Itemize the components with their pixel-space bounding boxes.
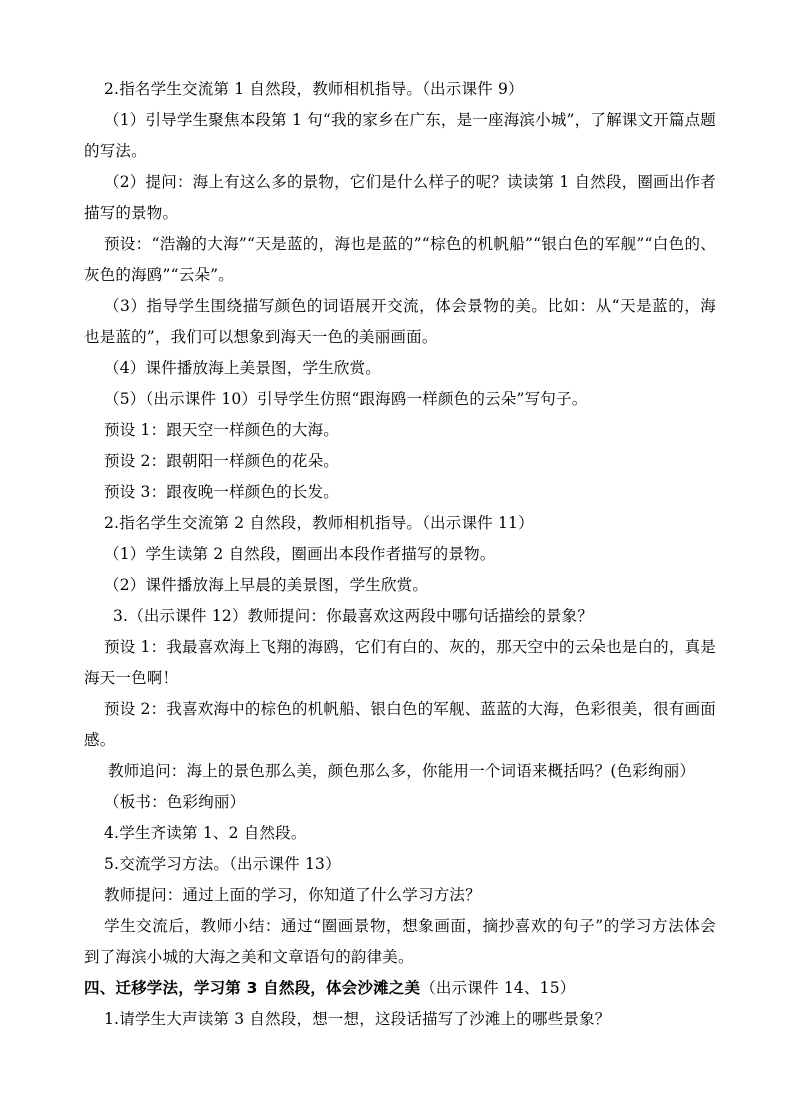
paragraph-15: 预设 1：我最喜欢海上飞翔的海鸥，它们有白的、灰的，那天空中的云朵也是白的，真是海天一色啊！ — [84, 638, 716, 687]
paragraph-8: 预设 1：跟天空一样颜色的大海。 — [104, 421, 339, 439]
paragraph-10: 预设 3：跟夜晚一样颜色的长发。 — [104, 483, 339, 501]
section-heading — [84, 973, 716, 1004]
paragraph-21: 教师提问：通过上面的学习，你知道了什么学习方法？ — [104, 886, 481, 904]
section-heading-title: 四、迁移学法，学习第 3 自然段，体会沙滩之美 — [84, 979, 421, 997]
paragraph-7: （5）（出示课件 10）引导学生仿照“跟海鸥一样颜色的云朵”写句子。 — [104, 390, 588, 408]
paragraph-12: （1）学生读第 2 自然段，圈画出本段作者描写的景物。 — [104, 545, 496, 563]
paragraph-5: （3）指导学生围绕描写颜色的词语展开交流，体会景物的美。比如：从“天是蓝的，海也是蓝的”，我们可以想象到海天一色的美丽画面。 — [84, 297, 716, 346]
paragraph-last: 1.请学生大声读第 3 自然段，想一想，这段话描写了沙滩上的哪些景象？ — [104, 1010, 611, 1028]
paragraph-18: （板书：色彩绚丽） — [104, 793, 246, 811]
paragraph-14: 3.（出示课件 12）教师提问：你最喜欢这两段中哪句话描绘的景象？ — [113, 607, 594, 625]
paragraph-3: （2）提问：海上有这么多的景物，它们是什么样子的呢？读读第 1 自然段，圈画出作者描写的景物。 — [84, 173, 716, 222]
paragraph-19: 4.学生齐读第 1、2 自然段。 — [104, 824, 307, 842]
paragraph-6: （4）课件播放海上美景图，学生欣赏。 — [104, 359, 381, 377]
paragraph-22: 学生交流后，教师小结：通过“圈画景物，想象画面，摘抄喜欢的句子”的学习方法体会到了海滨小城的大海之美和文章语句的韵律美。 — [84, 917, 716, 966]
paragraph-16: 预设 2：我喜欢海中的棕色的机帆船、银白色的军舰、蓝蓝的大海，色彩很美，很有画面感。 — [84, 700, 716, 749]
paragraph-1: 2.指名学生交流第 1 自然段，教师相机指导。（出示课件 9） — [104, 80, 524, 98]
document-body — [84, 74, 716, 1035]
paragraph-11: 2.指名学生交流第 2 自然段，教师相机指导。（出示课件 11） — [104, 514, 534, 532]
paragraph-17: 教师追问：海上的景色那么美，颜色那么多，你能用一个词语来概括吗？(色彩绚丽） — [108, 762, 696, 780]
paragraph-20: 5.交流学习方法。（出示课件 13） — [104, 855, 341, 873]
paragraph-4: 预设：“浩瀚的大海”“天是蓝的，海也是蓝的”“棕色的机帆船”“银白色的军舰”“白色的、灰色的海鸥”“云朵”。 — [84, 235, 716, 284]
section-heading-note: （出示课件 14、15） — [420, 979, 576, 997]
paragraph-13: （2）课件播放海上早晨的美景图，学生欣赏。 — [104, 576, 429, 594]
paragraph-9: 预设 2：跟朝阳一样颜色的花朵。 — [104, 452, 339, 470]
paragraph-2: （1）引导学生聚焦本段第 1 句“我的家乡在广东，是一座海滨小城”，了解课文开篇点题的写法。 — [84, 111, 716, 160]
